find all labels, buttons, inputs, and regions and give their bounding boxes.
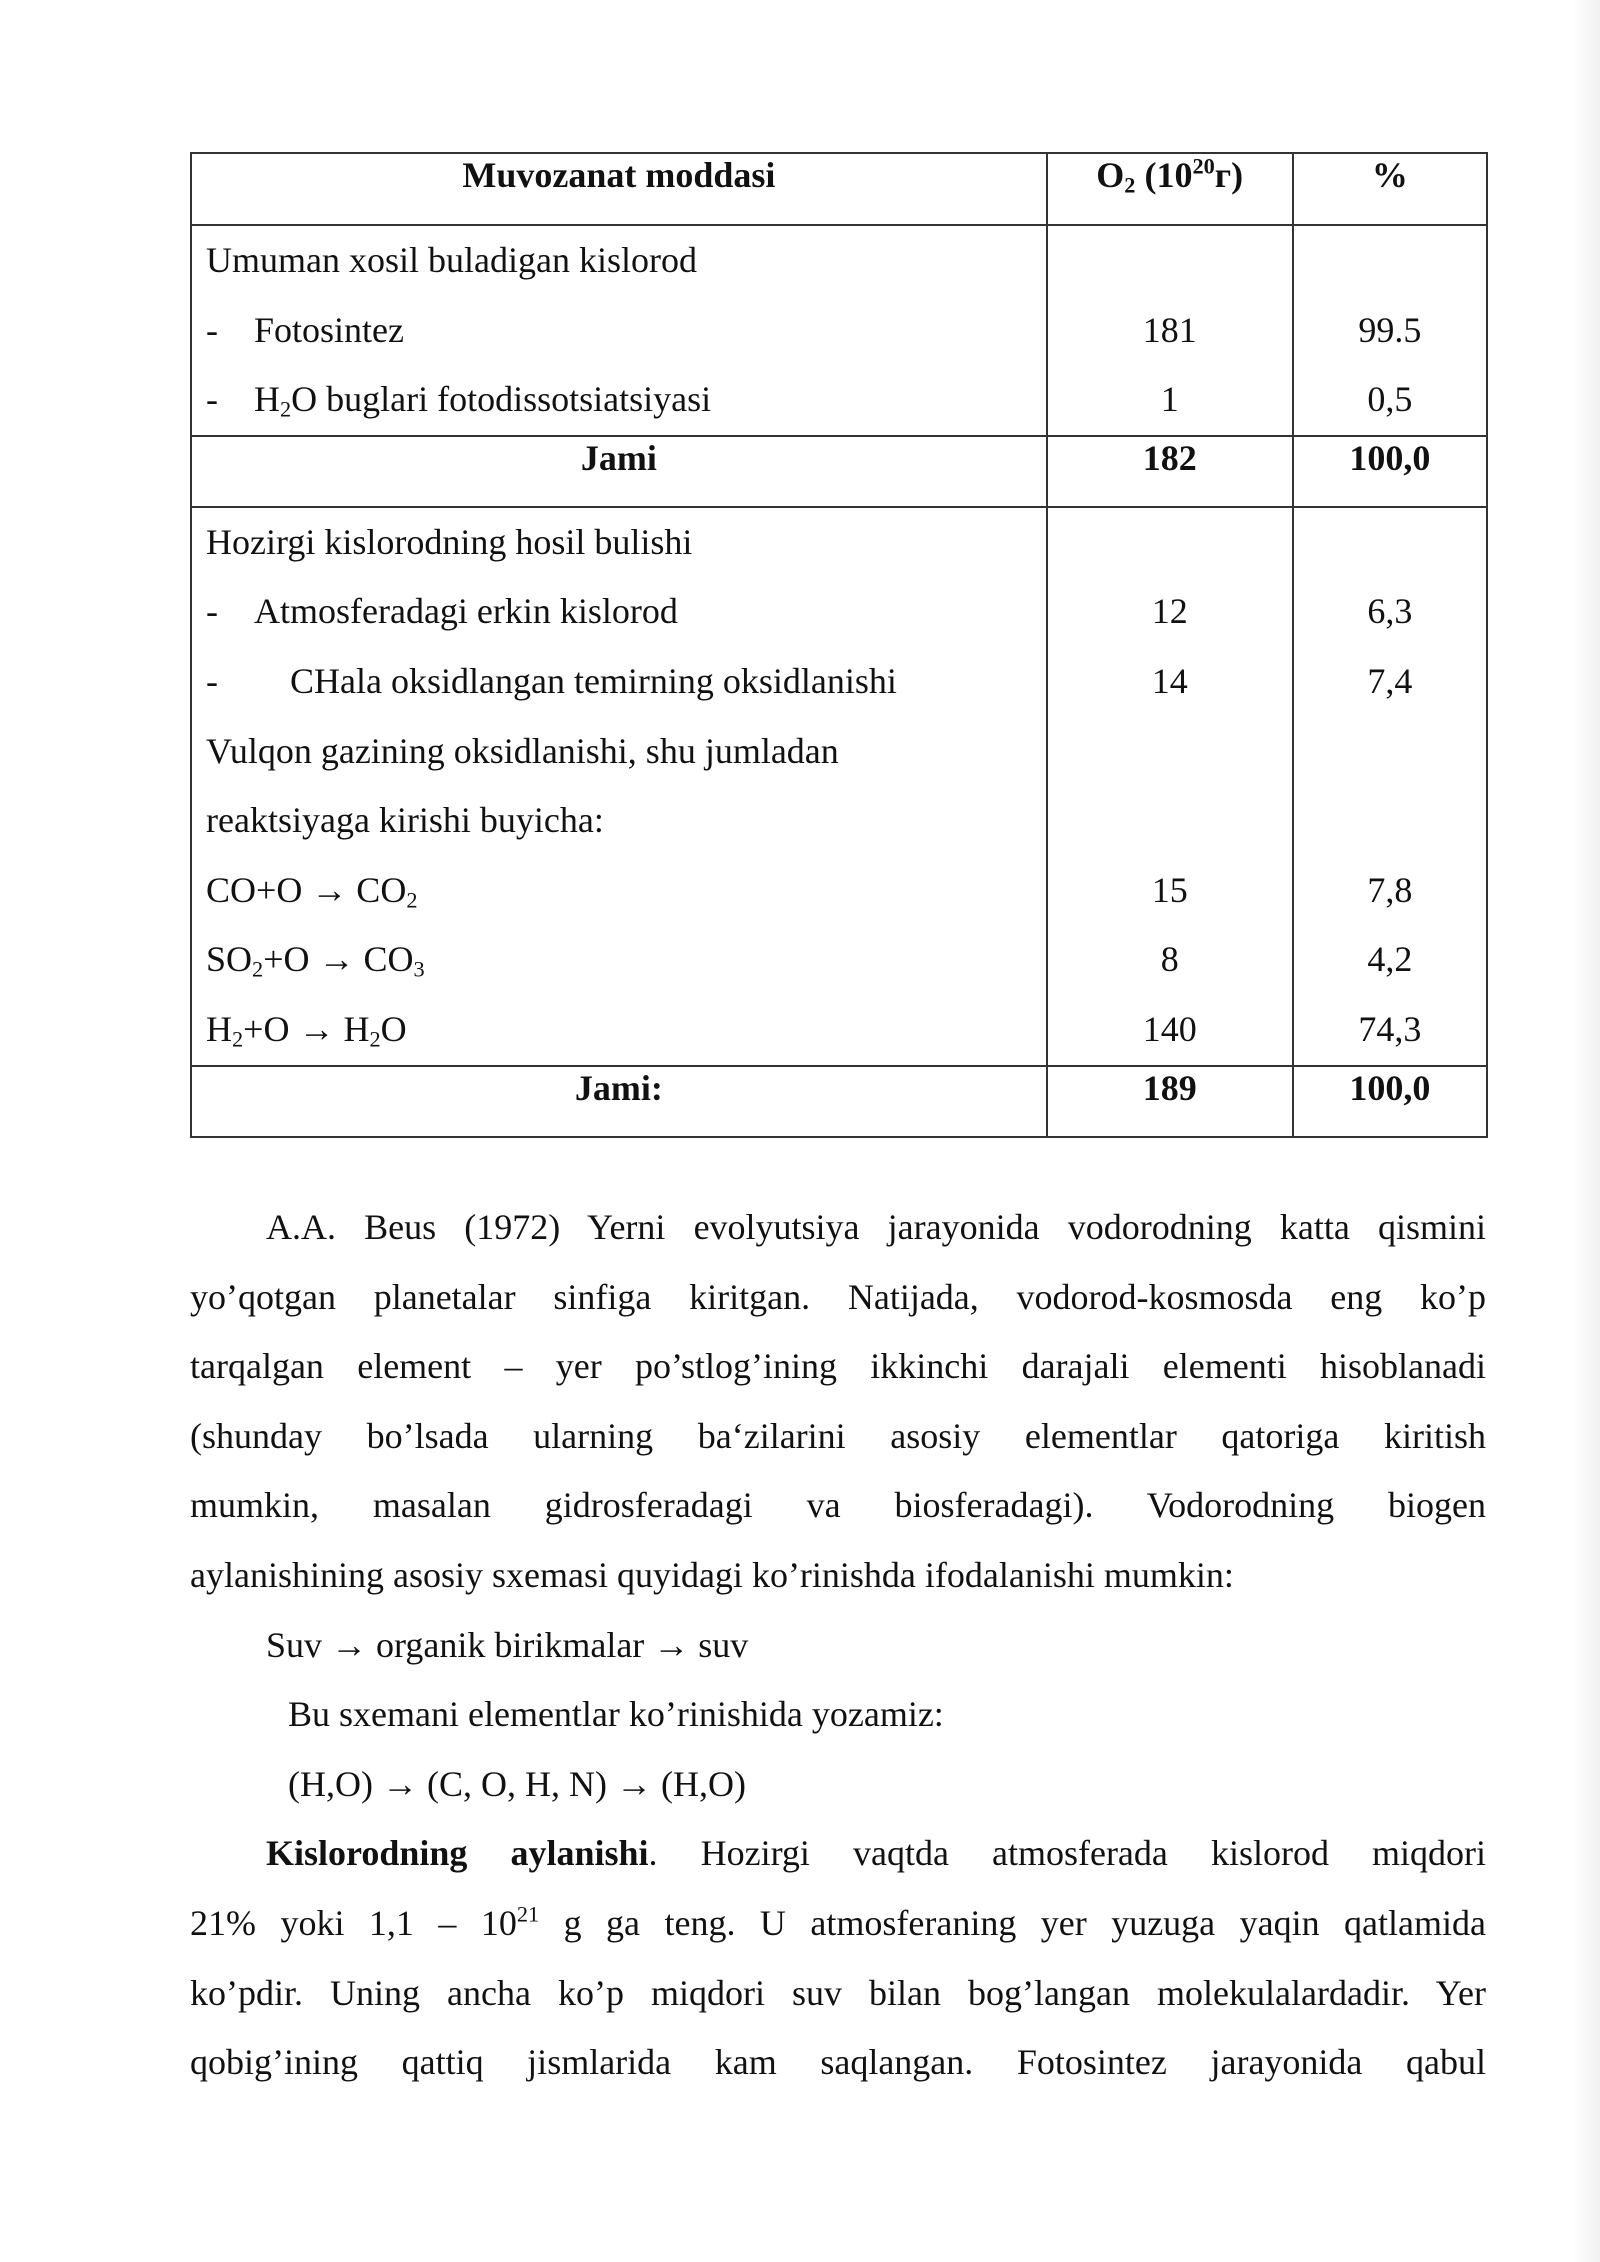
reaction-h2-label: $H_2+O \to H_2O$	[206, 1008, 407, 1052]
section1-title: Umuman xosil buladigan kislorod	[206, 240, 697, 280]
table-section-1	[191, 225, 1487, 436]
total2-percent: 100,0	[1293, 1066, 1487, 1137]
para1-line: (shunday bo’lsada ularning ba‘zilarini asosiy elementlar qatoriga kiritish	[190, 1415, 1486, 1456]
total1-label: Jami	[191, 436, 1047, 507]
reaction-h2-percent: 74,3	[1358, 1008, 1422, 1049]
para1-line: yo’qotgan planetalar sinfiga kiritgan. Natijada, vodorod-kosmosda eng ko’p	[190, 1276, 1486, 1317]
section1-values	[1047, 225, 1293, 436]
body-text	[190, 1193, 1486, 2098]
row-free-oxygen-percent: 6,3	[1367, 591, 1413, 632]
reaction-so2-label: $SO_2+O \to CO_3$	[206, 939, 425, 982]
reaction-so2-percent: 4,2	[1367, 939, 1413, 980]
scheme-elements: (H,O) → (C, O, H, N) → (H,O)	[288, 1763, 746, 1804]
header-percent: %	[1293, 153, 1487, 225]
para2-line: qobig’ining qattiq jismlarida kam saqlangan. Fotosintez jarayonida qabul	[190, 2042, 1486, 2083]
header-substance: Muvozanat moddasi	[191, 153, 1047, 225]
row-photodissociation-percent: 0,5	[1367, 379, 1413, 420]
reaction-co-label: $CO+O \to CO_2$	[206, 869, 418, 913]
para1-line: A.A. Beus (1972) Yerni evolyutsiya jarayonida vodorodning katta qismini	[266, 1207, 1486, 1247]
table-header-row	[191, 153, 1487, 225]
row-iron-oxidation-percent: 7,4	[1367, 660, 1413, 701]
para1-line: mumkin, masalan gidrosferadagi va biosferadagi). Vodorodning biogen	[190, 1485, 1486, 1526]
table-section-2	[191, 507, 1487, 1066]
section2-labels	[191, 507, 1047, 1066]
para1-line: aylanishining asosiy sxemasi quyidagi ko’rinishda ifodalanishi mumkin:	[190, 1554, 1234, 1595]
reaction-co-percent: 7,8	[1367, 869, 1413, 910]
section2-percents	[1293, 507, 1487, 1066]
para2-line: ko’pdir. Uning ancha ko’p miqdori suv bilan bog’langan molekulalardadir. Yer	[190, 1972, 1486, 2013]
volcano-line-1: Vulqon gazining oksidlanishi, shu jumladan	[206, 730, 839, 771]
scheme-intro: Bu sxemani elementlar ko’rinishida yozamiz:	[288, 1694, 944, 1735]
scheme-line: Suv → organik birikmalar → suv	[266, 1624, 749, 1665]
para2-line-2: 21% yoki $1,1 - 10^{21}$ g ga teng. U atmosferaning yer yuzuga yaqin qatlamida	[190, 1901, 1486, 1943]
volcano-line-2: reaktsiyaga kirishi buyicha:	[206, 800, 604, 841]
para1-line: tarqalgan element – yer po’stlog’ining ikkinchi darajali elementi hisoblanadi	[190, 1346, 1486, 1387]
oxygen-balance-table	[190, 152, 1488, 1138]
row-free-oxygen-label: - Atmosferadagi erkin kislorod	[206, 591, 678, 632]
reaction-co-value: 15	[1151, 869, 1188, 910]
section2-title: Hozirgi kislorodning hosil bulishi	[206, 521, 693, 562]
total1-percent: 100,0	[1293, 436, 1487, 507]
section2-values	[1047, 507, 1293, 1066]
table-total-row-1	[191, 436, 1487, 507]
row-photodissociation-value: 1	[1160, 379, 1179, 420]
para2-heading: Kislorodning aylanishi	[266, 1833, 649, 1874]
total2-value: 189	[1047, 1066, 1293, 1137]
page-edge-shadow	[1572, 0, 1600, 2262]
total1-value: 182	[1047, 436, 1293, 507]
section1-labels	[191, 225, 1047, 436]
total2-label: Jami:	[191, 1066, 1047, 1137]
row-photosynthesis-percent: 99.5	[1358, 309, 1422, 350]
reaction-so2-value: 8	[1160, 939, 1179, 980]
table-total-row-2	[191, 1066, 1487, 1137]
header-oxygen-amount: $O_2$ $(10^{20}г)$	[1047, 153, 1293, 225]
row-photosynthesis-label: - Fotosintez	[206, 309, 404, 350]
section1-percents	[1293, 225, 1487, 436]
row-iron-oxidation-value: 14	[1151, 660, 1188, 701]
row-iron-oxidation-label: - CHala oksidlangan temirning oksidlanishi	[206, 660, 897, 701]
row-photosynthesis-value: 181	[1142, 309, 1197, 350]
para2-line-1: Kislorodning aylanishi. Hozirgi vaqtda atmosferada kislorod miqdori	[266, 1833, 1486, 1874]
row-photodissociation-label: - $H_2O$ buglari fotodissotsiatsiyasi	[206, 379, 712, 422]
reaction-h2-value: 140	[1142, 1008, 1197, 1049]
row-free-oxygen-value: 12	[1151, 591, 1188, 632]
